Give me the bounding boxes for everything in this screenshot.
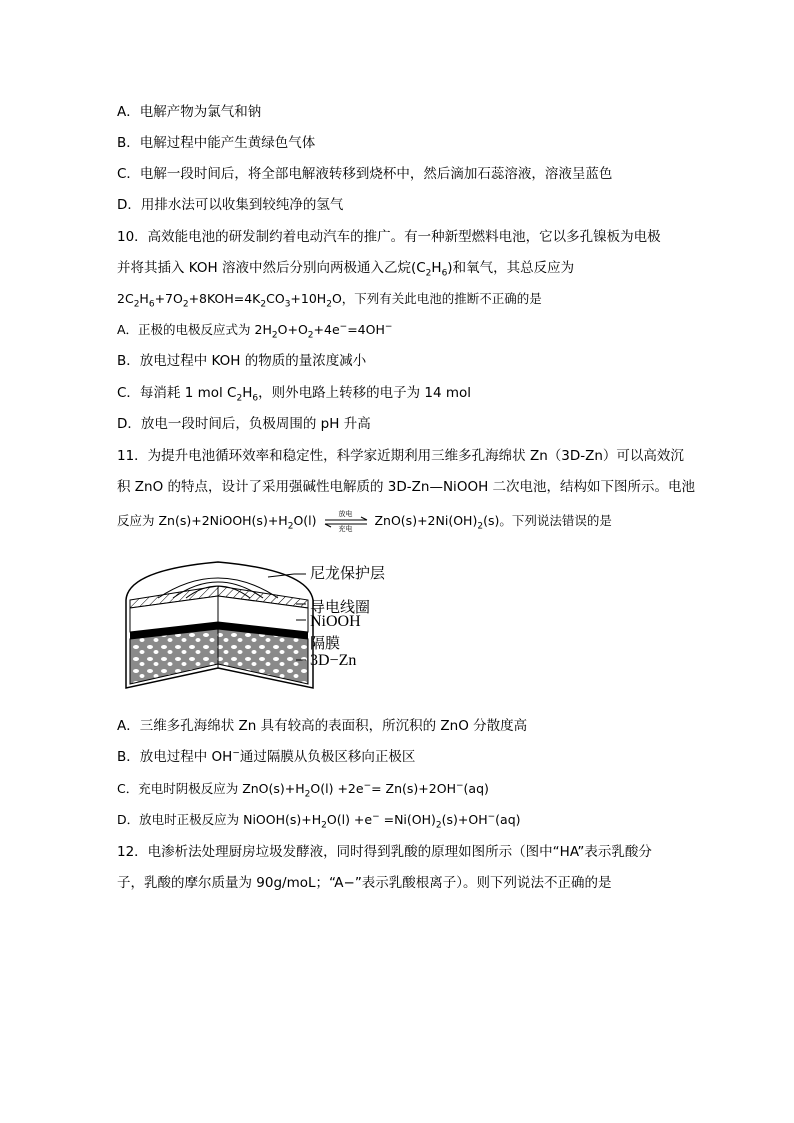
- q10-option-c: C．每消耗 1 mol $C_2H_6$，则外电路上转移的电子为 14 mol: [117, 385, 472, 404]
- q11-option-b: B．放电过程中 OH−通过隔膜从负极区移向正极区: [117, 748, 416, 765]
- battery-structure-figure: [118, 560, 418, 700]
- label-conductive-coil: 导电线圈: [310, 598, 371, 616]
- q9-option-c: C．电解一段时间后，将全部电解液转移到烧杯中，然后滴加石蕊溶液，溶液呈蓝色: [117, 166, 613, 182]
- label-nylon-layer: 尼龙保护层: [310, 564, 386, 582]
- q11-option-a: A．三维多孔海绵状 Zn 具有较高的表面积，所沉积的 ZnO 分散度高: [117, 718, 528, 734]
- q11-reaction-line: 反应为 $Zn(s)+2NiOOH(s)+H_2O(l)$ 放电 充电 $ZnO(s)+2Ni(OH)_2(s)$。下列说法错误的是: [117, 509, 612, 533]
- q10-stem-line2: 并将其插入 KOH 溶液中然后分别向两极通入乙烷$(C_2H_6)$和氧气，其总反应为: [117, 260, 575, 279]
- q12-stem-line2: 子，乳酸的摩尔质量为 90g/moL；“A−”表示乳酸根离子）。则下列说法不正确的是: [117, 875, 612, 891]
- q10-equation-line: $2C_2H_6+7O_2+8KOH=4K_2CO_3+10H_2O$，下列有关此电池的推断不正确的是: [117, 291, 542, 310]
- q12-stem-line1: 12．电渗析法处理厨房垃圾发酵液，同时得到乳酸的原理如图所示（图中“HA”表示乳酸分: [117, 844, 652, 860]
- q10-option-b: B．放电过程中 KOH 的物质的量浓度减小: [117, 353, 367, 369]
- q9-option-a: A．电解产物为氯气和钠: [117, 104, 262, 120]
- q9-option-d: D．用排水法可以收集到较纯净的氢气: [117, 197, 344, 213]
- q11-stem-line2: 积 ZnO 的特点，设计了采用强碱性电解质的 3D-Zn—NiOOH 二次电池，结构如下图所示。电池: [117, 479, 696, 495]
- label-niooh: NiOOH: [310, 613, 361, 630]
- q10-option-a: A．正极的电极反应式为 $2H_2O+O_2+4e^-=4OH^-$: [117, 321, 393, 341]
- q11-option-d: D．放电时正极反应为 $NiOOH(s)+H_2O(l) +e^- =Ni(OH)_2(s)+OH^-(aq)$: [117, 811, 521, 831]
- label-3d-zn: 3D−Zn: [310, 652, 357, 669]
- label-membrane: 隔膜: [310, 634, 341, 652]
- reversible-arrow-icon: 放电 充电: [323, 514, 369, 530]
- q10-option-d: D．放电一段时间后，负极周围的 pH 升高: [117, 416, 371, 432]
- q10-stem-line1: 10．高效能电池的研发制约着电动汽车的推广。有一种新型燃料电池，它以多孔镍板为电极: [117, 229, 661, 245]
- q9-option-b: B．电解过程中能产生黄绿色气体: [117, 135, 316, 151]
- q11-stem-line1: 11．为提升电池循环效率和稳定性，科学家近期利用三维多孔海绵状 Zn（3D-Zn）可以高效沉: [117, 448, 684, 464]
- q11-option-c: C．充电时阴极反应为 $ZnO(s)+H_2O(l) +2e^-= Zn(s)+2OH^-(aq)$: [117, 780, 489, 800]
